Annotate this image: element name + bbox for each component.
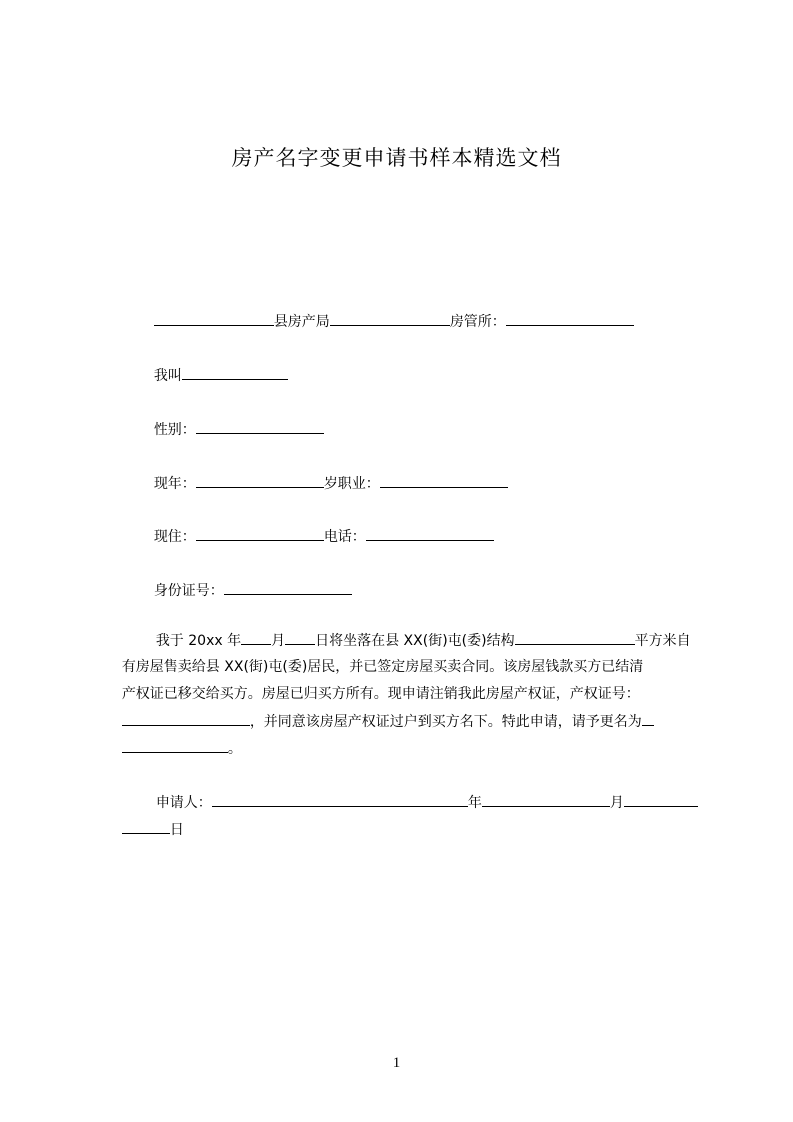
blank-age[interactable] [196, 473, 324, 488]
blank-management[interactable] [506, 311, 634, 326]
age-line [136, 453, 508, 514]
year-label: 年 [467, 795, 482, 811]
blank-county[interactable] [154, 311, 274, 326]
occupation-label: 岁职业： [323, 476, 380, 492]
body-text-4: ，并同意该房屋产权证过户到买方名下。特此申请，请予更名为 [249, 714, 642, 730]
blank-phone[interactable] [366, 526, 494, 541]
body-text-year: 我于 20xx 年 [155, 633, 242, 649]
blank-sig-day[interactable] [122, 819, 170, 834]
body-text-month: 月 [271, 633, 286, 649]
month-label: 月 [609, 795, 624, 811]
id-label: 身份证号： [153, 583, 224, 599]
address-label: 现住： [153, 529, 196, 545]
blank-gender[interactable] [196, 419, 324, 434]
body-text-area-unit: 平方米自 [634, 633, 691, 649]
body-line-5 [104, 718, 242, 779]
name-line [136, 345, 288, 406]
blank-office[interactable] [330, 311, 450, 326]
body-text-location: 日将坐落在县 XX(街)屯(委)结构 [315, 633, 515, 649]
blank-name[interactable] [182, 365, 288, 380]
blank-sig-month[interactable] [624, 792, 698, 807]
body-text-2: 有房屋售卖给县 XX(街)屯(委)居民，并已签定房屋买卖合同。该房屋钱款买方已结清 [121, 659, 644, 675]
blank-new-name[interactable] [122, 738, 228, 753]
name-label: 我叫 [153, 368, 182, 384]
address-line [136, 506, 494, 567]
phone-label: 电话： [323, 529, 366, 545]
page-number: 1 [392, 1055, 401, 1071]
document-title: 房产名字变更申请书样本精选文档 [231, 146, 562, 170]
body-text-3: 产权证已移交给买方。房屋已归买方所有。现申请注销我此房屋产权证，产权证号： [121, 686, 640, 702]
blank-year[interactable] [482, 792, 610, 807]
gender-label: 性别： [153, 422, 196, 438]
blank-occupation[interactable] [380, 473, 508, 488]
blank-id[interactable] [224, 580, 352, 595]
age-label: 现年： [153, 476, 196, 492]
day-label: 日 [169, 822, 184, 838]
signature-line [138, 772, 698, 833]
body-text-5: 。 [227, 741, 242, 757]
blank-address[interactable] [196, 526, 324, 541]
blank-applicant[interactable] [212, 792, 468, 807]
signature-line-2 [104, 799, 184, 860]
applicant-label: 申请人： [155, 795, 212, 811]
county-office-label: 县房产局 [273, 314, 330, 330]
gender-line [136, 399, 324, 460]
management-office-label: 房管所： [449, 314, 506, 330]
header-line [136, 291, 634, 352]
blank-new-name-start[interactable] [642, 711, 654, 726]
